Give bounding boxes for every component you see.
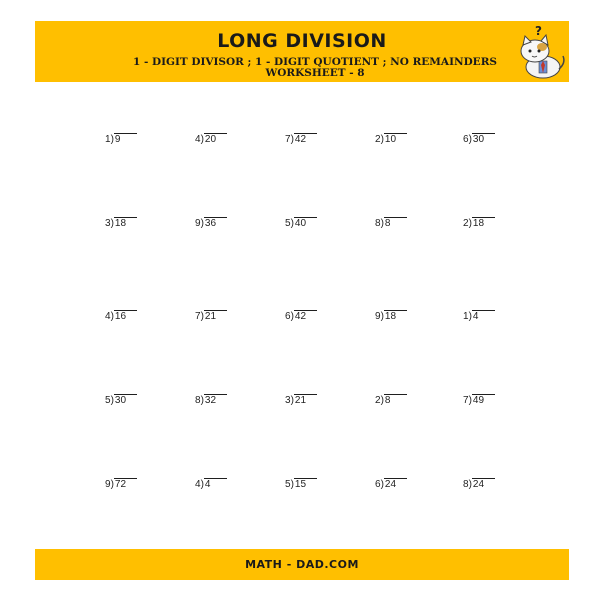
division-problem: 2)8 [375,392,407,406]
division-problem: 3)18 [105,215,137,229]
division-problem: 2)18 [463,215,495,229]
division-problem: 4)20 [195,131,227,145]
division-problem: 4)16 [105,308,137,322]
division-problem: 8)8 [375,215,407,229]
division-problem: 7)49 [463,392,495,406]
division-problem: 8)32 [195,392,227,406]
worksheet-title: LONG DIVISION [217,30,387,52]
svg-text:?: ? [535,24,542,38]
division-problem: 9)36 [195,215,227,229]
division-problem: 9)18 [375,308,407,322]
division-problem: 9)72 [105,476,137,490]
division-problem: 5)40 [285,215,317,229]
division-problem: 7)21 [195,308,227,322]
worksheet-subtitle: 1 - DIGIT DIVISOR ; 1 - DIGIT QUOTIENT ; NO REMAINDERS [133,56,497,68]
worksheet-number: WORKSHEET - 8 [265,67,365,79]
division-problem: 4)4 [195,476,227,490]
division-problem: 1)9 [105,131,137,145]
division-problem: 6)42 [285,308,317,322]
division-problem: 7)42 [285,131,317,145]
worksheet-footer [35,549,569,580]
division-problem: 6)30 [463,131,495,145]
division-problem: 3)21 [285,392,317,406]
division-problem: 2)10 [375,131,407,145]
division-problem: 1)4 [463,308,495,322]
site-name: MATH - DAD.COM [245,558,359,571]
division-problem: 5)30 [105,392,137,406]
division-problem: 8)24 [463,476,495,490]
division-problem: 5)15 [285,476,317,490]
division-problem: 6)24 [375,476,407,490]
